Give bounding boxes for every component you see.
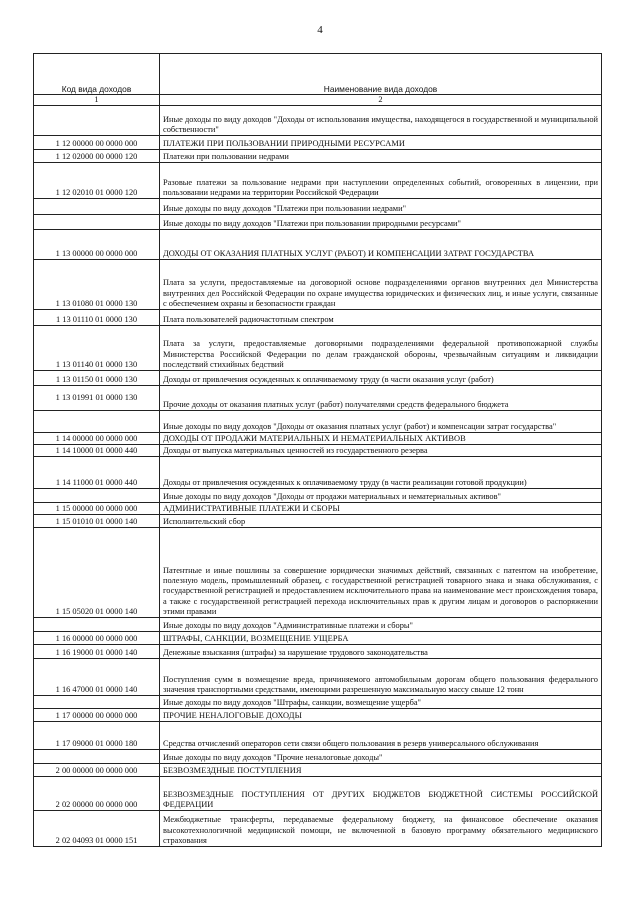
- table-row: [34, 106, 602, 136]
- table-row: [34, 722, 602, 750]
- row-code: [34, 106, 160, 136]
- row-name: БЕЗВОЗМЕЗДНЫЕ ПОСТУПЛЕНИЯ ОТ ДРУГИХ БЮДЖЕТОВ БЮДЖЕТНОЙ СИСТЕМЫ РОССИЙСКОЙ ФЕДЕРАЦИИ: [160, 777, 602, 811]
- table-row: [34, 503, 602, 515]
- row-code: 1 16 19000 01 0000 140: [34, 645, 160, 659]
- column-number-1: 1: [34, 95, 160, 106]
- table-row: [34, 811, 602, 847]
- row-code: [34, 411, 160, 433]
- table-row: [34, 163, 602, 199]
- header-code: Код вида доходов: [34, 54, 160, 95]
- table-row: [34, 632, 602, 645]
- table-row: [34, 326, 602, 371]
- row-code: 1 15 00000 00 0000 000: [34, 503, 160, 515]
- row-name: Иные доходы по виду доходов "Доходы от оказания платных услуг (работ) и компенсации затрат государства": [160, 411, 602, 433]
- row-code: 1 12 00000 00 0000 000: [34, 136, 160, 150]
- row-name: АДМИНИСТРАТИВНЫЕ ПЛАТЕЖИ И СБОРЫ: [160, 503, 602, 515]
- row-code: 1 13 00000 00 0000 000: [34, 230, 160, 260]
- table-row: [34, 215, 602, 230]
- row-code: 1 17 00000 00 0000 000: [34, 709, 160, 722]
- row-code: 1 13 01110 01 0000 130: [34, 310, 160, 326]
- row-name: Доходы от выпуска материальных ценностей из государственного резерва: [160, 445, 602, 457]
- row-name: БЕЗВОЗМЕЗДНЫЕ ПОСТУПЛЕНИЯ: [160, 764, 602, 777]
- table-row: [34, 709, 602, 722]
- row-name: Доходы от привлечения осужденных к оплачиваемому труду (в части оказания услуг (работ): [160, 371, 602, 386]
- table-column-numbers: [34, 95, 602, 106]
- row-code: 1 16 00000 00 0000 000: [34, 632, 160, 645]
- row-code: 1 13 01991 01 0000 130: [34, 386, 160, 411]
- table-row: [34, 528, 602, 618]
- table-row: [34, 310, 602, 326]
- row-code: 1 14 00000 00 0000 000: [34, 433, 160, 445]
- row-code: [34, 750, 160, 764]
- table-row: [34, 386, 602, 411]
- table-row: [34, 696, 602, 709]
- table-row: [34, 659, 602, 696]
- row-code: 2 02 04093 01 0000 151: [34, 811, 160, 847]
- row-name: Патентные и иные пошлины за совершение юридически значимых действий, связанных с патентом на изобретение, полезную модель, промышленный образец, с государственной регистрацией товарного знака и знака обслуживания, с государственной регистрацией и предоставлением исключительного права на наименование мест происхождения товара, а также с государственной регистрацией перехода исключительных прав к другим лицам и договоров о распоряжении этими правами: [160, 528, 602, 618]
- row-code: [34, 489, 160, 503]
- table-row: [34, 411, 602, 433]
- table-row: [34, 489, 602, 503]
- row-code: [34, 199, 160, 215]
- row-name: Доходы от привлечения осужденных к оплачиваемому труду (в части реализации готовой продукции): [160, 457, 602, 489]
- row-name: Иные доходы по виду доходов "Платежи при пользовании недрами": [160, 199, 602, 215]
- column-number-2: 2: [160, 95, 602, 106]
- row-code: [34, 696, 160, 709]
- page-number: 4: [317, 24, 323, 36]
- row-name: Разовые платежи за пользование недрами при наступлении определенных событий, оговоренных в лицензии, при пользовании недрами на территории Российской Федерации: [160, 163, 602, 199]
- table-row: [34, 371, 602, 386]
- row-name: Поступления сумм в возмещение вреда, причиняемого автомобильным дорогам общего пользования федерального значения транспортными средствами, имеющими разрешенную максимальную массу свыше 12 тонн: [160, 659, 602, 696]
- table-row: [34, 150, 602, 163]
- row-code: 1 16 47000 01 0000 140: [34, 659, 160, 696]
- table-row: [34, 750, 602, 764]
- table-row: [34, 777, 602, 811]
- row-code: [34, 215, 160, 230]
- row-name: ДОХОДЫ ОТ ПРОДАЖИ МАТЕРИАЛЬНЫХ И НЕМАТЕРИАЛЬНЫХ АКТИВОВ: [160, 433, 602, 445]
- row-name: Плата пользователей радиочастотным спектром: [160, 310, 602, 326]
- row-name: Иные доходы по виду доходов "Штрафы, санкции, возмещение ущерба": [160, 696, 602, 709]
- row-code: 1 15 01010 01 0000 140: [34, 515, 160, 528]
- table-row: [34, 230, 602, 260]
- table-row: [34, 136, 602, 150]
- row-name: Иные доходы по виду доходов "Прочие неналоговые доходы": [160, 750, 602, 764]
- row-name: Иные доходы по виду доходов "Доходы от использования имущества, находящегося в государственной и муниципальной собственности": [160, 106, 602, 136]
- table-row: [34, 645, 602, 659]
- row-code: [34, 618, 160, 632]
- row-name: ПРОЧИЕ НЕНАЛОГОВЫЕ ДОХОДЫ: [160, 709, 602, 722]
- header-name: Наименование вида доходов: [160, 54, 602, 95]
- row-name: ШТРАФЫ, САНКЦИИ, ВОЗМЕЩЕНИЕ УЩЕРБА: [160, 632, 602, 645]
- row-name: Прочие доходы от оказания платных услуг (работ) получателями средств федерального бюджета: [160, 386, 602, 411]
- table-row: [34, 618, 602, 632]
- row-code: 1 13 01080 01 0000 130: [34, 260, 160, 310]
- table-row: [34, 199, 602, 215]
- row-name: Исполнительский сбор: [160, 515, 602, 528]
- row-code: 2 02 00000 00 0000 000: [34, 777, 160, 811]
- row-code: 1 14 11000 01 0000 440: [34, 457, 160, 489]
- row-name: ДОХОДЫ ОТ ОКАЗАНИЯ ПЛАТНЫХ УСЛУГ (РАБОТ) И КОМПЕНСАЦИИ ЗАТРАТ ГОСУДАРСТВА: [160, 230, 602, 260]
- row-code: 1 14 10000 01 0000 440: [34, 445, 160, 457]
- table-row: [34, 764, 602, 777]
- row-code: 2 00 00000 00 0000 000: [34, 764, 160, 777]
- row-name: Платежи при пользовании недрами: [160, 150, 602, 163]
- row-name: ПЛАТЕЖИ ПРИ ПОЛЬЗОВАНИИ ПРИРОДНЫМИ РЕСУРСАМИ: [160, 136, 602, 150]
- row-name: Денежные взыскания (штрафы) за нарушение трудового законодательства: [160, 645, 602, 659]
- table-row: [34, 445, 602, 457]
- row-code: 1 13 01140 01 0000 130: [34, 326, 160, 371]
- table-row: [34, 457, 602, 489]
- table-header-row: [34, 54, 602, 95]
- row-code: 1 13 01150 01 0000 130: [34, 371, 160, 386]
- row-name: Межбюджетные трансферты, передаваемые федеральному бюджету, на финансовое обеспечение оказания высокотехнологичной медицинской помощи, не включенной в базовую программу обязательного медицинского страхования: [160, 811, 602, 847]
- row-code: 1 12 02000 00 0000 120: [34, 150, 160, 163]
- table-row: [34, 515, 602, 528]
- row-name: Плата за услуги, предоставляемые на договорной основе подразделениями органов внутренних дел Министерства внутренних дел Российской Федерации по охране имущества юридических и физических лиц, и иные услуги, связанные с обеспечением охраны и безопасности граждан: [160, 260, 602, 310]
- row-name: Иные доходы по виду доходов "Доходы от продажи материальных и нематериальных активов": [160, 489, 602, 503]
- row-name: Плата за услуги, предоставляемые договорными подразделениями федеральной противопожарной службы Министерства Российской Федерации по делам гражданской обороны, чрезвычайным ситуациям и ликвидации последствий стихийных бедствий: [160, 326, 602, 371]
- row-name: Иные доходы по виду доходов "Платежи при пользовании природными ресурсами": [160, 215, 602, 230]
- income-codes-table: [33, 53, 602, 847]
- row-name: Средства отчислений операторов сети связи общего пользования в резерв универсального обслуживания: [160, 722, 602, 750]
- table-row: [34, 260, 602, 310]
- row-name: Иные доходы по виду доходов "Административные платежи и сборы": [160, 618, 602, 632]
- table-row: [34, 433, 602, 445]
- row-code: 1 17 09000 01 0000 180: [34, 722, 160, 750]
- row-code: 1 15 05020 01 0000 140: [34, 528, 160, 618]
- row-code: 1 12 02010 01 0000 120: [34, 163, 160, 199]
